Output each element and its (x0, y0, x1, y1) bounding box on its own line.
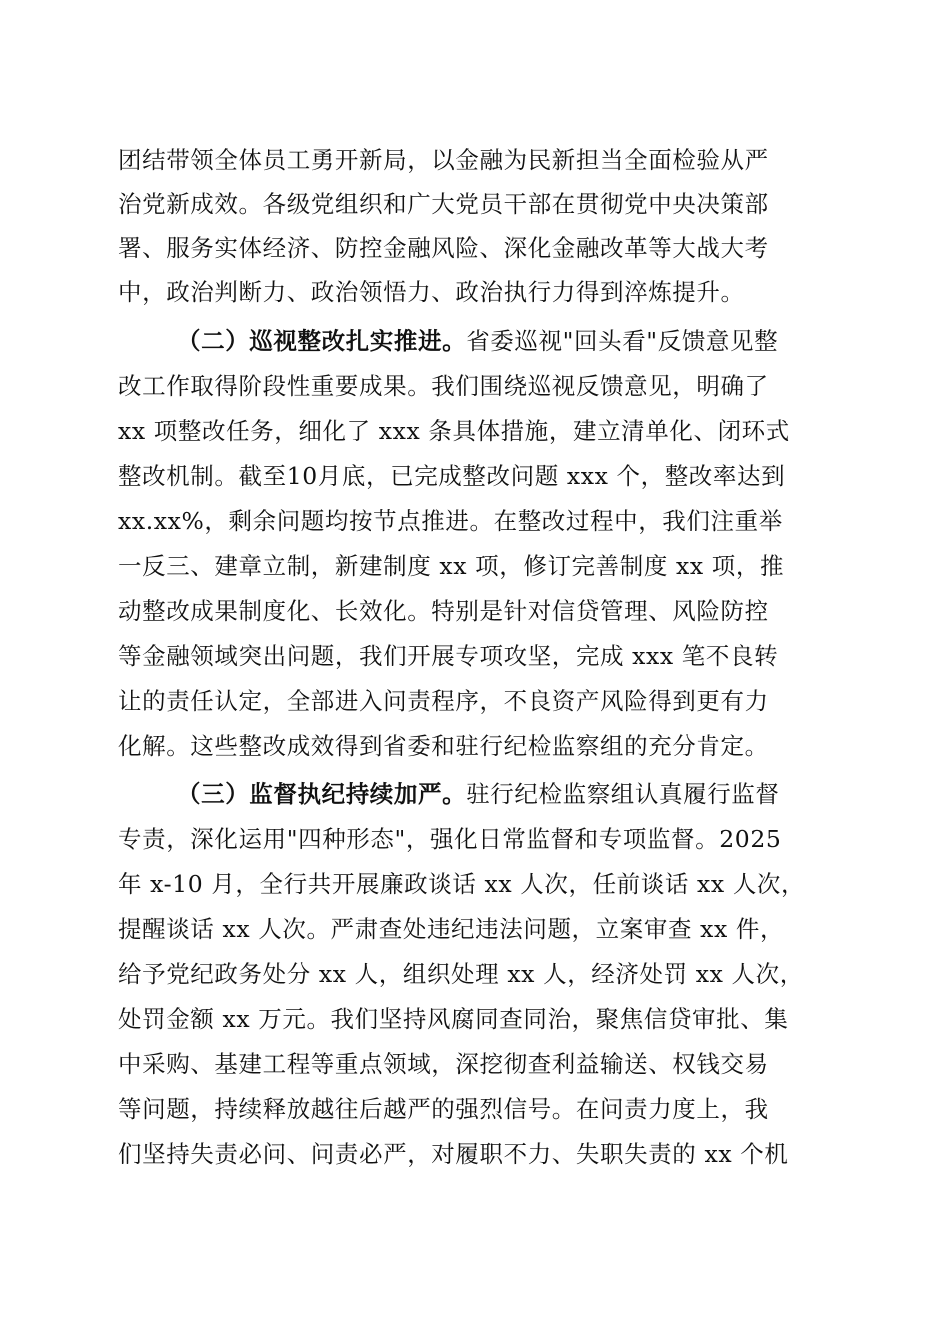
paragraph-2-line-7: 动整改成果制度化、长效化。特别是针对信贷管理、风险防控 (118, 597, 769, 625)
paragraph-3-line-2: 专责，深化运用"四种形态"，强化日常监督和专项监督。2025 (118, 825, 782, 853)
paragraph-1-line-3: 署、服务实体经济、防控金融风险、深化金融改革等大战大考 (118, 234, 769, 262)
paragraph-3-line-8: 等问题，持续释放越往后越严的强烈信号。在问责力度上，我 (118, 1095, 769, 1123)
paragraph-2-line-1-text: 省委巡视"回头看"反馈意见整 (466, 327, 779, 355)
paragraph-2-line-10: 化解。这些整改成效得到省委和驻行纪检监察组的充分肯定。 (118, 732, 769, 760)
paragraph-2-first-line (177, 319, 778, 363)
paragraph-1-line-2: 治党新成效。各级党组织和广大党员干部在贯彻党中央决策部 (118, 190, 769, 218)
paragraph-2-line-2: 改工作取得阶段性重要成果。我们围绕巡视反馈意见，明确了 (118, 372, 769, 400)
section-heading-2: （二）巡视整改扎实推进。 (177, 327, 467, 355)
paragraph-3-line-9: 们坚持失责必问、问责必严，对履职不力、失职失责的 xx 个机 (118, 1140, 789, 1168)
paragraph-1-line-1: 团结带领全体员工勇开新局，以金融为民新担当全面检验从严 (118, 146, 769, 174)
paragraph-2-line-3: xx 项整改任务，细化了 xxx 条具体措施，建立清单化、闭环式 (118, 417, 790, 445)
paragraph-3-line-4: 提醒谈话 xx 人次。严肃查处违纪违法问题，立案审查 xx 件， (118, 915, 785, 943)
paragraph-3-line-3: 年 x-10 月，全行共开展廉政谈话 xx 人次，任前谈话 xx 人次， (118, 870, 806, 898)
paragraph-2-line-6: 一反三、建章立制，新建制度 xx 项，修订完善制度 xx 项，推 (118, 552, 785, 580)
paragraph-2-line-4: 整改机制。截至10月底，已完成整改问题 xxx 个，整改率达到 (118, 462, 786, 490)
paragraph-3-line-7: 中采购、基建工程等重点领域，深挖彻查利益输送、权钱交易 (118, 1050, 769, 1078)
paragraph-3-line-6: 处罚金额 xx 万元。我们坚持风腐同查同治，聚焦信贷审批、集 (118, 1005, 789, 1033)
paragraph-2-line-8: 等金融领域突出问题，我们开展专项攻坚，完成 xxx 笔不良转 (118, 642, 779, 670)
paragraph-3-line-5: 给予党纪政务处分 xx 人，组织处理 xx 人，经济处罚 xx 人次， (118, 960, 804, 988)
paragraph-2-line-9: 让的责任认定，全部进入问责程序，不良资产风险得到更有力 (118, 687, 769, 715)
paragraph-3-line-1-text: 驻行纪检监察组认真履行监督 (466, 780, 780, 808)
paragraph-3-first-line (177, 772, 780, 816)
paragraph-1-line-4: 中，政治判断力、政治领悟力、政治执行力得到淬炼提升。 (118, 278, 745, 306)
section-heading-3: （三）监督执纪持续加严。 (177, 780, 467, 808)
paragraph-2-line-5: xx.xx%，剩余问题均按节点推进。在整改过程中，我们注重举 (118, 507, 783, 535)
